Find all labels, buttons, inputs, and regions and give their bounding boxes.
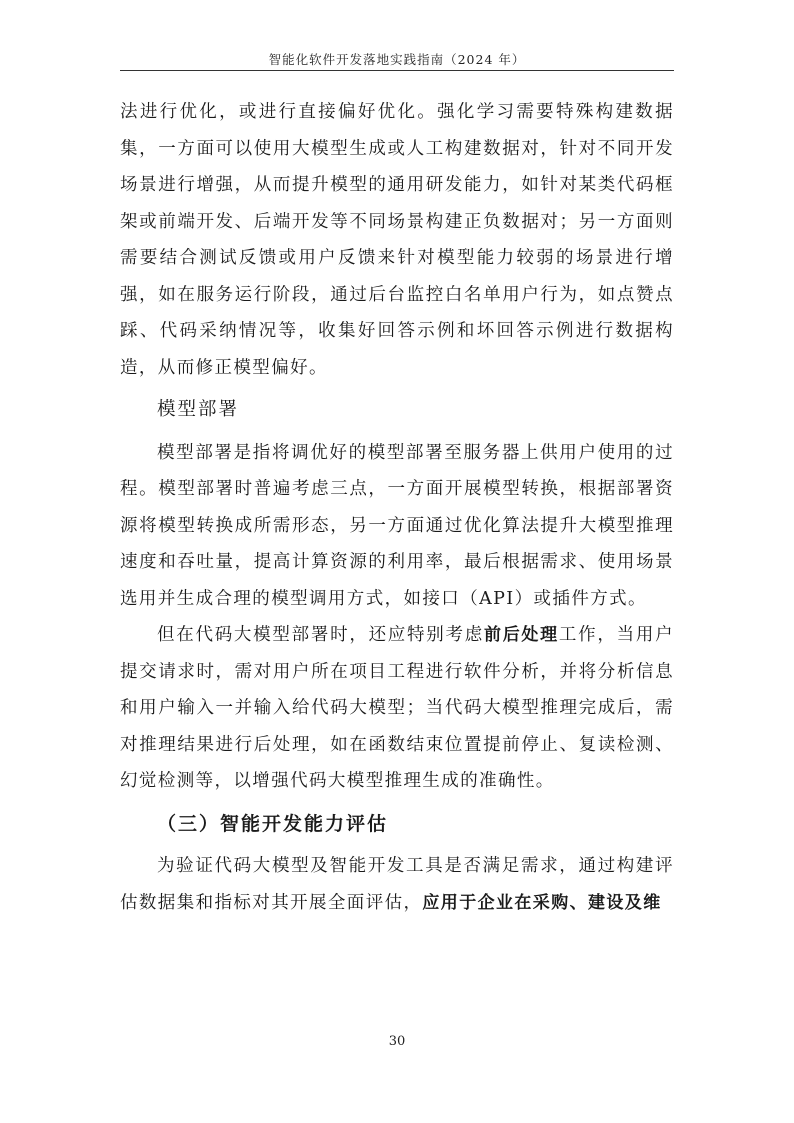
paragraph-text-segment: 工作，当用户提交请求时，需对用户所在项目工程进行软件分析，并将分析信息和用户输入一并输入给代码大模型；当代码大模型推理完成后，需对推理结果进行后处理，如在函数结束位置提前停止、复读检测、幻觉检测等，以增强代码大模型推理生成的准确性。 bbox=[120, 625, 674, 791]
section-title-capability-evaluation: （三）智能开发能力评估 bbox=[157, 812, 389, 835]
subheading-model-deployment: 模型部署 bbox=[157, 399, 240, 420]
paragraph-model-deployment: 模型部署是指将调优好的模型部署至服务器上供用户使用的过程。模型部署时普遍考虑三点，一方面开展模型转换，根据部署资源将模型转换成所需形态，另一方面通过优化算法提升大模型推理速度和吞吐量，提高计算资源的利用率，最后根据需求、使用场景选用并生成合理的模型调用方式，如接口（API）或插件方式。 bbox=[120, 442, 674, 609]
paragraph-rl-optimization: 法进行优化，或进行直接偏好优化。强化学习需要特殊构建数据集，一方面可以使用大模型生成或人工构建数据对，针对不同开发场景进行增强，从而提升模型的通用研发能力，如针对某类代码框架或前端开发、后端开发等不同场景构建正负数据对；另一方面则需要结合测试反馈或用户反馈来针对模型能力较弱的场景进行增强，如在服务运行阶段，通过后台监控白名单用户行为，如点赞点踩、代码采纳情况等，收集好回答示例和坏回答示例进行数据构造，从而修正模型偏好。 bbox=[120, 102, 674, 378]
emphasis-enterprise-application: 应用于企业在采购、建设及维 bbox=[422, 892, 662, 913]
running-header: 智能化软件开发落地实践指南（2024 年） bbox=[268, 52, 526, 67]
paragraph-text-segment: 但在代码大模型部署时，还应特别考虑 bbox=[157, 625, 484, 645]
paragraph-text-segment: 为验证代码大模型及智能开发工具是否满足需求，通过构建评估数据集和指标对其开展全面评估， bbox=[120, 856, 674, 913]
body-text bbox=[120, 94, 674, 921]
emphasis-pre-post-processing: 前后处理 bbox=[483, 625, 559, 645]
paragraph-evaluation-intro bbox=[120, 848, 674, 921]
page-number: 30 bbox=[388, 1034, 406, 1049]
paragraph-pre-post-processing bbox=[120, 617, 674, 800]
header-rule bbox=[120, 70, 674, 71]
